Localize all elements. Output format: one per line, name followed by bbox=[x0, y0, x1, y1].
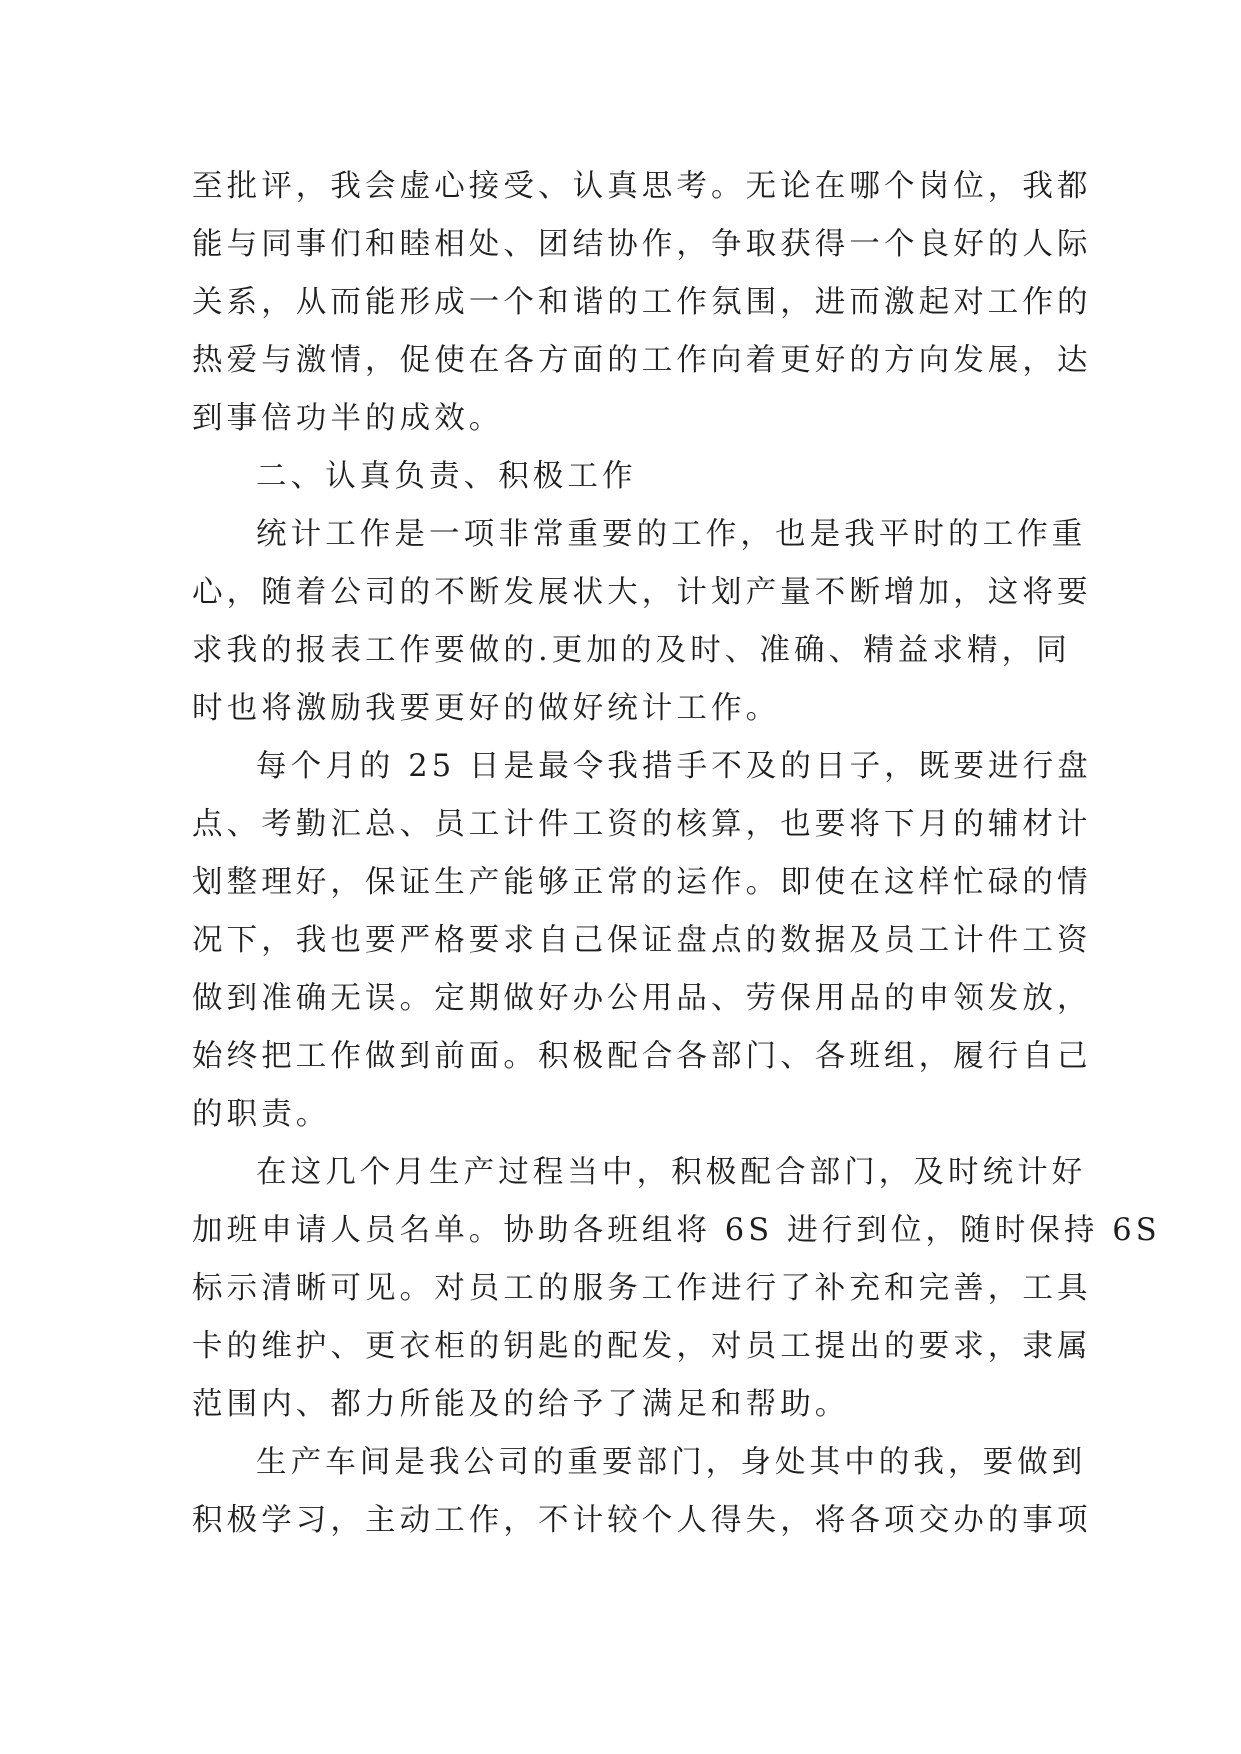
text-line: 划整理好，保证生产能够正常的运作。即使在这样忙碌的情 bbox=[192, 865, 1092, 900]
text-line: 标示清晰可见。对员工的服务工作进行了补充和完善，工具 bbox=[192, 1271, 1092, 1306]
text-line: 的职责。 bbox=[192, 1097, 331, 1132]
text-line: 能与同事们和睦相处、团结协作，争取获得一个良好的人际 bbox=[192, 227, 1092, 262]
text-line: 做到准确无误。定期做好办公用品、劳保用品的申领发放， bbox=[192, 981, 1092, 1016]
paragraph-first-line: 生产车间是我公司的重要部门，身处其中的我，要做到 bbox=[256, 1445, 1087, 1480]
text-line: 求我的报表工作要做的.更加的及时、准确、精益求精，同 bbox=[192, 633, 1071, 668]
text-line: 时也将激励我要更好的做好统计工作。 bbox=[192, 691, 781, 726]
paragraph-first-line: 每个月的 25 日是最令我措手不及的日子，既要进行盘 bbox=[256, 749, 1092, 784]
text-line: 卡的维护、更衣柜的钥匙的配发，对员工提出的要求，隶属 bbox=[192, 1329, 1092, 1364]
text-line: 积极学习，主动工作，不计较个人得失，将各项交办的事项 bbox=[192, 1503, 1092, 1538]
text-line: 范围内、都力所能及的给予了满足和帮助。 bbox=[192, 1387, 850, 1422]
body-text bbox=[192, 158, 1161, 1550]
text-line: 至批评，我会虚心接受、认真思考。无论在哪个岗位，我都 bbox=[192, 169, 1092, 204]
text-line: 点、考勤汇总、员工计件工资的核算，也要将下月的辅材计 bbox=[192, 807, 1092, 842]
text-line: 况下，我也要严格要求自己保证盘点的数据及员工计件工资 bbox=[192, 923, 1092, 958]
paragraph-first-line: 在这几个月生产过程当中，积极配合部门，及时统计好 bbox=[256, 1155, 1087, 1190]
text-line: 到事倍功半的成效。 bbox=[192, 401, 504, 436]
text-line: 心，随着公司的不断发展状大，计划产量不断增加，这将要 bbox=[192, 575, 1092, 610]
text-line: 关系，从而能形成一个和谐的工作氛围，进而激起对工作的 bbox=[192, 285, 1092, 320]
paragraph-first-line: 二、认真负责、积极工作 bbox=[256, 459, 637, 494]
text-line: 加班申请人员名单。协助各班组将 6S 进行到位，随时保持 6S bbox=[192, 1213, 1161, 1248]
text-line: 始终把工作做到前面。积极配合各部门、各班组，履行自己 bbox=[192, 1039, 1092, 1074]
paragraph-first-line: 统计工作是一项非常重要的工作，也是我平时的工作重 bbox=[256, 517, 1087, 552]
text-line: 热爱与激情，促使在各方面的工作向着更好的方向发展，达 bbox=[192, 343, 1092, 378]
